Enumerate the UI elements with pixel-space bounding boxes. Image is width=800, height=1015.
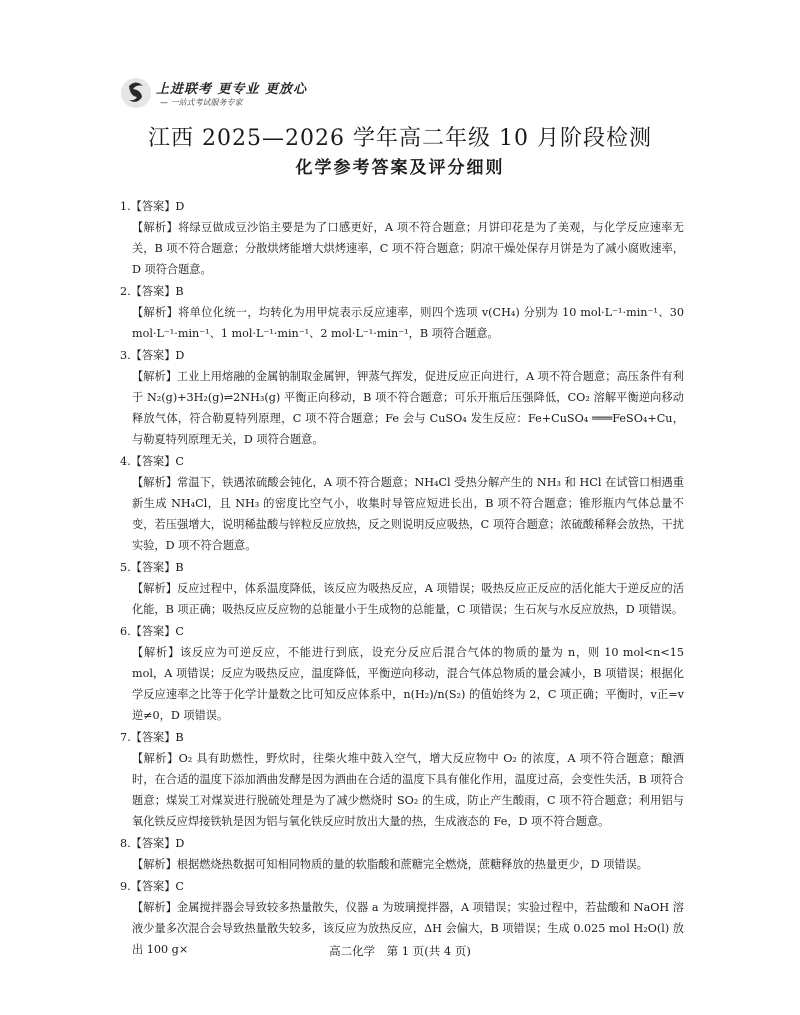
question-2 (118, 281, 684, 344)
question-answer: 3.【答案】D (120, 349, 185, 362)
question-explanation: 【解析】反应过程中，体系温度降低，该反应为吸热反应，A 项错误；吸热反应正反应的活化能大于逆反应的活化能，B 项正确；吸热反应反应物的总能量小于生成物的总能量，C 项错误；生石灰与水反应放热，D 项错误。 (132, 582, 684, 616)
question-explanation: 【解析】将绿豆做成豆沙馅主要是为了口感更好，A 项不符合题意；月饼印花是为了美观，与化学反应速率无关，B 项不符合题意；分散烘烤能增大烘烤速率，C 项不符合题意；阴凉干燥处保存月饼是为了减小腐败速率，D 项符合题意。 (132, 221, 684, 276)
question-explanation: 【解析】该反应为可逆反应，不能进行到底，设充分反应后混合气体的物质的量为 n，则 10 mol<n<15 mol，A 项错误；反应为吸热反应，温度降低，平衡逆向移动，混合气体总物质的量会减小，B 项错误；根据化学反应速率之比等于化学计量数之比可知反应体系中，n(H₂)/n(S₂) 的值始终为 2，C 项正确；平衡时，v正=v逆≠0，D 项错误。 (132, 646, 684, 722)
question-6 (118, 621, 684, 726)
question-7 (118, 727, 684, 832)
question-answer: 7.【答案】B (120, 731, 184, 744)
question-4 (118, 451, 684, 556)
page-subtitle: 化学参考答案及评分细则 (295, 158, 505, 178)
question-1 (118, 196, 684, 280)
question-answer: 6.【答案】C (120, 625, 184, 638)
brand-swirl-icon (120, 76, 152, 110)
question-5 (118, 557, 684, 620)
page-footer: 高二化学 第 1 页(共 4 页) (329, 944, 471, 958)
question-explanation: 【解析】工业上用熔融的金属钠制取金属钾，钾蒸气挥发，促进反应正向进行，A 项不符合题意；高压条件有利于 N₂(g)+3H₂(g)⇌2NH₃(g) 平衡正向移动，B 项不符合题意；可乐开瓶后压强降低，CO₂ 溶解平衡逆向移动释放气体，符合勒夏特列原理，C 项不符合题意；Fe 会与 CuSO₄ 发生反应：Fe+CuSO₄ ═══FeSO₄+Cu，与勒夏特列原理无关，D 项符合题意。 (132, 370, 684, 446)
question-answer: 8.【答案】D (120, 837, 185, 850)
question-answer: 1.【答案】D (120, 200, 185, 213)
question-explanation: 【解析】常温下，铁遇浓硫酸会钝化，A 项不符合题意；NH₄Cl 受热分解产生的 NH₃ 和 HCl 在试管口相遇重新生成 NH₄Cl，且 NH₃ 的密度比空气小，收集时导管应短进长出，B 项不符合题意；锥形瓶内气体总量不变，若压强增大，说明稀盐酸与锌粒反应放热，反之则说明反应吸热，C 项符合题意；浓硫酸稀释会放热，干扰实验，D 项不符合题意。 (132, 476, 684, 552)
brand-slogan: 上进联考 更专业 更放心 (156, 82, 308, 97)
question-answer: 5.【答案】B (120, 561, 184, 574)
page-title: 江西 2025—2026 学年高二年级 10 月阶段检测 (148, 126, 652, 151)
answer-list (118, 196, 684, 961)
question-explanation: 【解析】将单位化统一，均转化为用甲烷表示反应速率，则四个选项 v(CH₄) 分别为 10 mol·L⁻¹·min⁻¹、30 mol·L⁻¹·min⁻¹、1 mol·L⁻¹·min⁻¹、2 mol·L⁻¹·min⁻¹，B 项符合题意。 (132, 306, 684, 340)
brand-tagline: — 一站式考试服务专家 (160, 98, 243, 107)
question-3 (118, 345, 684, 450)
question-answer: 4.【答案】C (120, 455, 184, 468)
question-answer: 2.【答案】B (120, 285, 184, 298)
header-logo (120, 76, 320, 112)
question-answer: 9.【答案】C (120, 880, 184, 893)
question-explanation: 【解析】根据燃烧热数据可知相同物质的量的软脂酸和蔗糖完全燃烧，蔗糖释放的热量更少，D 项错误。 (132, 858, 648, 871)
question-explanation: 【解析】金属搅拌器会导致较多热量散失，仪器 a 为玻璃搅拌器，A 项错误；实验过程中，若盐酸和 NaOH 溶液少量多次混合会导致热量散失较多，该反应为放热反应，ΔH 会偏大，B 项错误；生成 0.025 mol H₂O(l) 放出 100 g× (132, 901, 684, 956)
question-8 (118, 833, 684, 875)
question-explanation: 【解析】O₂ 具有助燃性，野炊时，往柴火堆中鼓入空气，增大反应物中 O₂ 的浓度，A 项不符合题意；酿酒时，在合适的温度下添加酒曲发酵是因为酒曲在合适的温度下具有催化作用，温度过高，会变性失活，B 项符合题意；煤炭工对煤炭进行脱硫处理是为了减少燃烧时 SO₂ 的生成，防止产生酸雨，C 项不符合题意；利用铝与氧化铁反应焊接铁轨是因为铝与氧化铁反应时放出大量的热，生成液态的 Fe，D 项不符合题意。 (132, 752, 684, 828)
